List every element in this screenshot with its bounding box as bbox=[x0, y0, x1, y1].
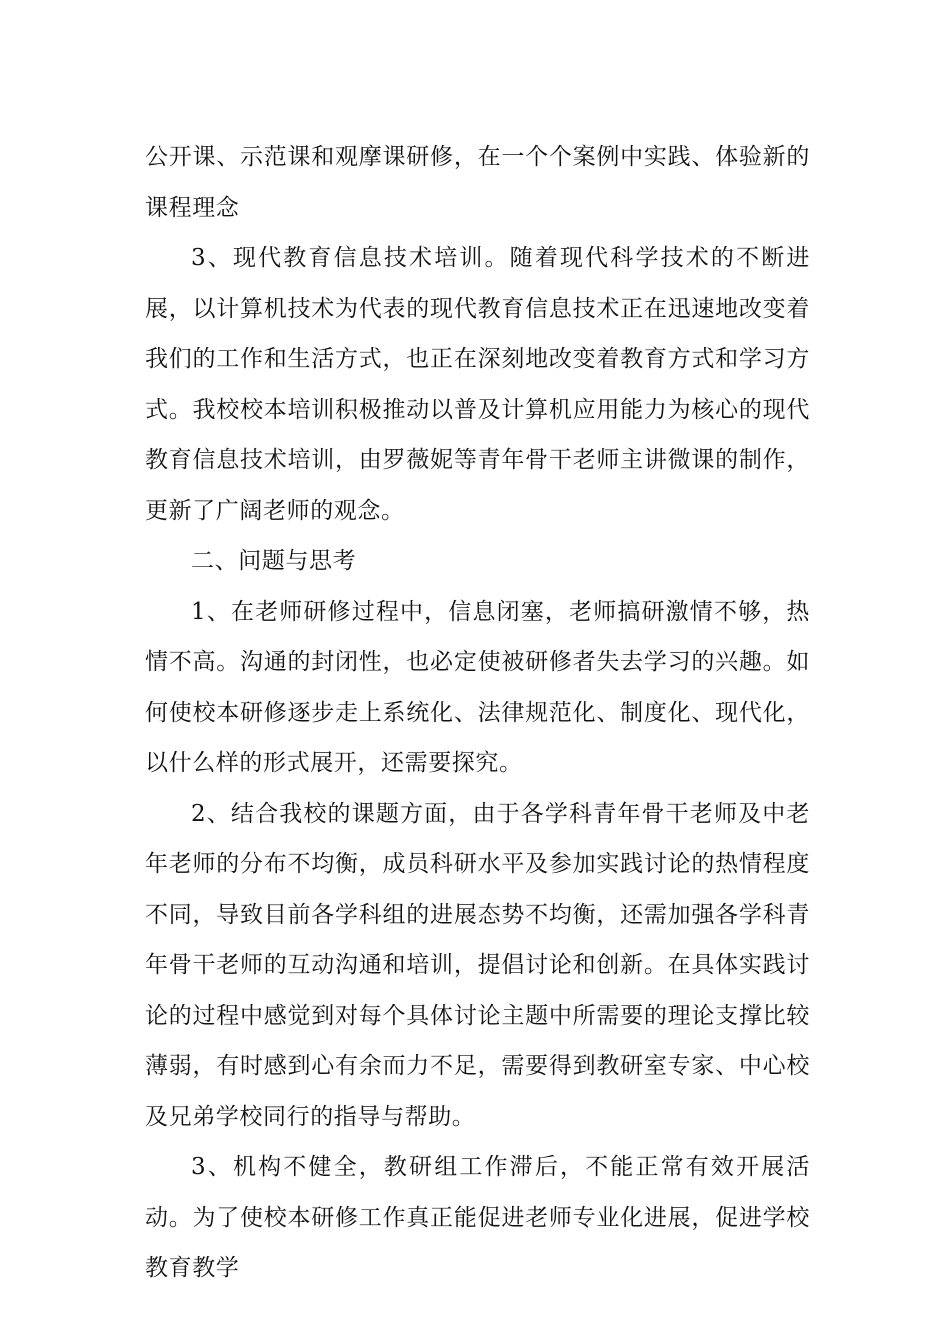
paragraph-problem-1: 1、在老师研修过程中，信息闭塞，老师搞研激情不够，热情不高。沟通的封闭性，也必定使被研修者失去学习的兴趣。如何使校本研修逐步走上系统化、法律规范化、制度化、现代化，以什么样的形式展开，还需要探究。 bbox=[145, 598, 810, 776]
document-body bbox=[145, 132, 810, 1294]
paragraph-problem-2: 2、结合我校的课题方面，由于各学科青年骨干老师及中老年老师的分布不均衡，成员科研水平及参加实践讨论的热情程度不同，导致目前各学科组的进展态势不均衡，还需加强各学科青年骨干老师的互动沟通和培训，提倡讨论和创新。在具体实践讨论的过程中感觉到对每个具体讨论主题中所需要的理论支撑比较薄弱，有时感到心有余而力不足，需要得到教研室专家、中心校及兄弟学校同行的指导与帮助。 bbox=[145, 800, 810, 1130]
paragraph-problem-3: 3、机构不健全，教研组工作滞后，不能正常有效开展活动。为了使校本研修工作真正能促进老师专业化进展，促进学校教育教学 bbox=[145, 1154, 810, 1281]
section-heading-problems: 二、问题与思考 bbox=[191, 548, 357, 574]
paragraph-item-3-it-training: 3、现代教育信息技术培训。随着现代科学技术的不断进展，以计算机技术为代表的现代教育信息技术正在迅速地改变着我们的工作和生活方式，也正在深刻地改变着教育方式和学习方式。我校校本培训积极推动以普及计算机应用能力为核心的现代教育信息技术培训，由罗薇妮等青年骨干老师主讲微课的制作，更新了广阔老师的观念。 bbox=[145, 245, 810, 524]
paragraph-continuation: 公开课、示范课和观摩课研修，在一个个案例中实践、体验新的课程理念 bbox=[145, 144, 810, 221]
